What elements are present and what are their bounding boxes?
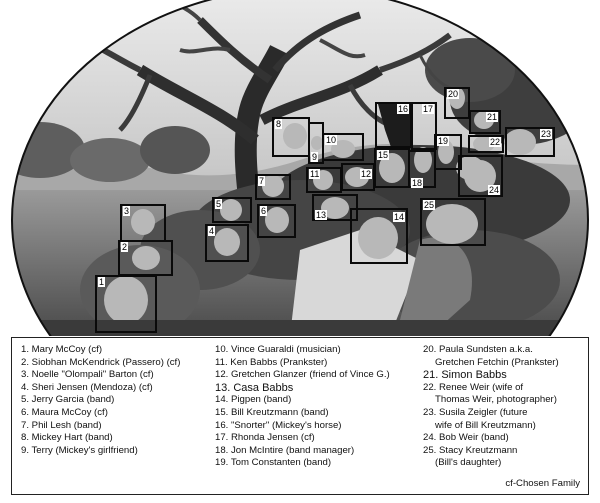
legend-entry-8: 8. Mickey Hart (band): [21, 432, 113, 444]
legend-entry-3: 3. Noelle "Olompali" Barton (cf): [21, 369, 154, 381]
legend-entry-9: 9. Terry (Mickey's girlfriend): [21, 444, 138, 456]
face-label-12: 12: [360, 169, 371, 179]
face-box-14[interactable]: [350, 208, 408, 264]
legend-entry-1: 1. Mary McCoy (cf): [21, 344, 103, 355]
face-label-1: 1: [99, 277, 105, 287]
face-box-6[interactable]: [257, 204, 296, 238]
face-label-5: 5: [216, 199, 222, 209]
face-label-24: 24: [488, 185, 499, 195]
face-label-14: 14: [393, 212, 404, 222]
legend-entry-16: 16. "Snorter" (Mickey's horse): [215, 419, 342, 431]
footnote: cf-Chosen Family: [505, 478, 580, 489]
face-label-13: 13: [316, 210, 327, 220]
face-label-22: 22: [489, 137, 500, 147]
legend-entry-20-cont: Gretchen Fetchin (Prankster): [435, 356, 559, 368]
face-box-16[interactable]: [375, 102, 412, 148]
face-box-2[interactable]: [118, 240, 173, 276]
face-box-12[interactable]: [341, 163, 375, 191]
face-label-2: 2: [122, 242, 128, 252]
face-box-22[interactable]: [468, 135, 504, 153]
legend-entry-24: 24. Bob Weir (band): [423, 432, 509, 444]
face-box-20[interactable]: [444, 87, 470, 119]
face-label-9: 9: [312, 152, 318, 162]
face-box-18[interactable]: [408, 150, 436, 188]
legend-entry-14: 14. Pigpen (band): [215, 394, 292, 406]
face-label-16: 16: [397, 104, 408, 114]
legend-column-2: [215, 344, 390, 470]
face-label-18: 18: [412, 178, 423, 188]
face-box-23[interactable]: [505, 127, 555, 157]
face-box-24[interactable]: [458, 155, 503, 197]
face-label-7: 7: [259, 176, 265, 186]
legend-entry-22-cont: Thomas Weir, photographer): [435, 394, 557, 406]
face-box-4[interactable]: [205, 224, 249, 262]
face-box-7[interactable]: [255, 174, 291, 200]
legend-entry-22: 22. Renee Weir (wife of: [423, 381, 524, 393]
legend-entry-23-cont: wife of Bill Kreutzmann): [435, 419, 536, 431]
legend-entry-7: 7. Phil Lesh (band): [21, 419, 102, 431]
legend-entry-2: 2. Siobhan McKendrick (Passero) (cf): [21, 356, 181, 368]
face-label-25: 25: [424, 200, 435, 210]
face-label-20: 20: [448, 89, 459, 99]
legend-entry-17: 17. Rhonda Jensen (cf): [215, 432, 315, 444]
face-box-3[interactable]: [120, 204, 166, 242]
face-label-11: 11: [310, 169, 320, 179]
face-label-8: 8: [276, 119, 282, 129]
legend-entry-15: 15. Bill Kreutzmann (band): [215, 406, 329, 418]
legend-column-3: [423, 344, 559, 470]
face-label-23: 23: [540, 129, 551, 139]
legend-entry-5: 5. Jerry Garcia (band): [21, 394, 115, 406]
caption-legend: [11, 337, 589, 495]
legend-column-1: [21, 344, 180, 457]
face-label-17: 17: [422, 104, 433, 114]
legend-entry-6: 6. Maura McCoy (cf): [21, 406, 108, 418]
face-label-21: 21: [486, 112, 497, 122]
face-box-25[interactable]: [420, 198, 486, 246]
legend-entry-23: 23. Susila Zeigler (future: [423, 406, 528, 418]
face-box-1[interactable]: [95, 275, 157, 333]
face-box-11[interactable]: [306, 167, 342, 193]
legend-entry-19: 19. Tom Constanten (band): [215, 457, 332, 469]
face-label-19: 19: [438, 136, 449, 146]
face-label-3: 3: [124, 206, 130, 216]
face-label-10: 10: [326, 135, 337, 145]
legend-entry-12: 12. Gretchen Glanzer (friend of Vince G.): [215, 369, 390, 381]
face-box-8[interactable]: [272, 117, 310, 157]
face-box-10[interactable]: [322, 133, 364, 161]
legend-entry-10: 10. Vince Guaraldi (musician): [215, 344, 341, 355]
face-box-15[interactable]: [374, 148, 410, 188]
legend-entry-13: 13. Casa Babbs: [215, 381, 294, 394]
face-label-6: 6: [261, 206, 267, 216]
legend-entry-21: 21. Simon Babbs: [423, 369, 507, 382]
legend-entry-18: 18. Jon McIntire (band manager): [215, 444, 355, 456]
face-label-15: 15: [378, 150, 389, 160]
legend-entry-25: 25. Stacy Kreutzmann: [423, 444, 518, 456]
legend-entry-25-cont: (Bill's daughter): [435, 457, 502, 469]
face-box-21[interactable]: [469, 110, 501, 134]
face-label-4: 4: [209, 226, 215, 236]
face-box-5[interactable]: [212, 197, 252, 223]
legend-entry-11: 11. Ken Babbs (Prankster): [215, 356, 328, 368]
legend-entry-4: 4. Sheri Jensen (Mendoza) (cf): [21, 381, 153, 393]
legend-entry-20: 20. Paula Sundsten a.k.a.: [423, 344, 533, 355]
